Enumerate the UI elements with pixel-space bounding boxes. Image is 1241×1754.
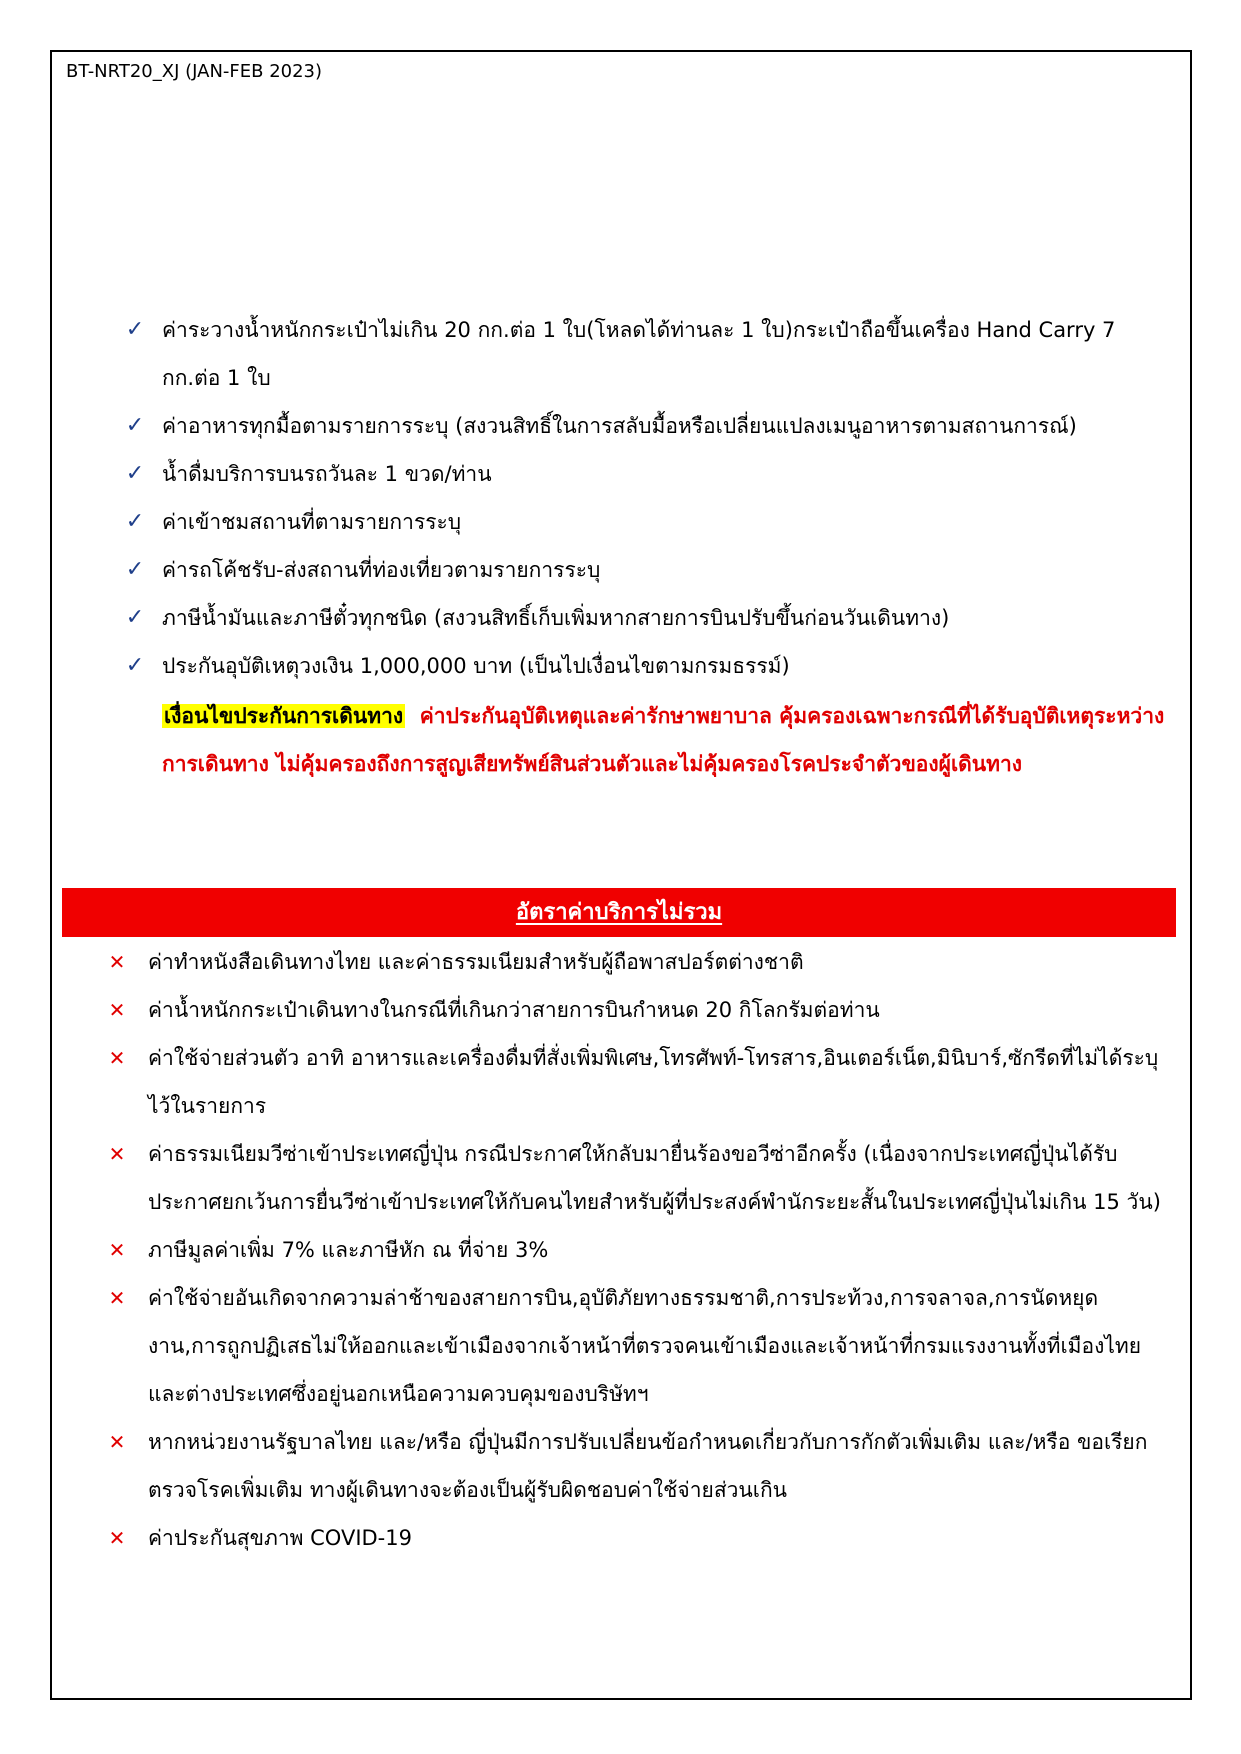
excluded-item-text: ค่าใช้จ่ายส่วนตัว อาทิ อาหารและเครื่องดื่มที่สั่งเพิ่มพิเศษ,โทรศัพท์-โทรสาร,อินเตอร์เน็ต,มินิบาร์,ซักรีดที่ไม่ได้ระบุไว้ในรายการ	[148, 1046, 1159, 1118]
check-icon: ✓	[125, 557, 145, 582]
check-icon: ✓	[125, 605, 145, 630]
excluded-item-text: ค่าใช้จ่ายอันเกิดจากความล่าช้าของสายการบิน,อุบัติภัยทางธรรมชาติ,การประท้วง,การจลาจล,การนัดหยุดงาน,การถูกปฏิเสธไม่ให้ออกและเข้าเมืองจากเจ้าหน้าที่ตรวจคนเข้าเมืองและเจ้าหน้าที่กรมแรงงานทั้งที่เมืองไทยและต่างประเทศซึ่งอยู่นอกเหนือความควบคุมของบริษัทฯ	[148, 1286, 1142, 1406]
insurance-note-text: ค่าประกันอุบัติเหตุและค่ารักษาพยาบาล คุ้มครองเฉพาะกรณีที่ได้รับอุบัติเหตุระหว่างการเดินทาง ไม่คุ้มครองถึงการสูญเสียทรัพย์สินส่วนตัวและไม่คุ้มครองโรคประจำตัวของผู้เดินทาง	[162, 704, 1165, 776]
included-item-text: น้ำดื่มบริการบนรถวันละ 1 ขวด/ท่าน	[162, 462, 492, 486]
included-item-text: ค่าเข้าชมสถานที่ตามรายการระบุ	[162, 510, 462, 534]
included-item	[118, 450, 1176, 498]
excluded-section-title: อัตราค่าบริการไม่รวม	[515, 900, 723, 925]
check-icon: ✓	[125, 413, 145, 438]
cross-icon: ✕	[108, 1142, 126, 1166]
excluded-item	[104, 938, 1174, 986]
cross-icon: ✕	[108, 1286, 126, 1310]
excluded-item-text: ค่าธรรมเนียมวีซ่าเข้าประเทศญี่ปุ่น กรณีประกาศให้กลับมายื่นร้องขอวีซ่าอีกครั้ง (เนื่องจากประเทศญี่ปุ่นได้รับประกาศยกเว้นการยื่นวีซ่าเข้าประเทศให้กับคนไทยสำหรับผู้ที่ประสงค์พำนักระยะสั้นในประเทศญี่ปุ่นไม่เกิน 15 วัน)	[148, 1142, 1161, 1214]
excluded-section-header	[62, 888, 1176, 937]
excluded-item	[104, 1418, 1174, 1514]
excluded-item	[104, 1226, 1174, 1274]
cross-icon: ✕	[108, 1430, 126, 1454]
included-list	[118, 306, 1176, 690]
excluded-item	[104, 1034, 1174, 1130]
insurance-note	[162, 692, 1178, 788]
included-item-text: ประกันอุบัติเหตุวงเงิน 1,000,000 บาท (เป็นไปเงื่อนไขตามกรมธรรม์)	[162, 654, 790, 678]
included-item	[118, 402, 1176, 450]
included-item	[118, 306, 1176, 402]
included-item-text: ค่าอาหารทุกมื้อตามรายการระบุ (สงวนสิทธิ์ในการสลับมื้อหรือเปลี่ยนแปลงเมนูอาหารตามสถานการณ์)	[162, 414, 1077, 438]
excluded-item-text: ค่าน้ำหนักกระเป๋าเดินทางในกรณีที่เกินกว่าสายการบินกำหนด 20 กิโลกรัมต่อท่าน	[148, 998, 880, 1022]
cross-icon: ✕	[108, 1526, 126, 1550]
included-item	[118, 546, 1176, 594]
cross-icon: ✕	[108, 950, 126, 974]
included-item-text: ภาษีน้ำมันและภาษีตั๋วทุกชนิด (สงวนสิทธิ์เก็บเพิ่มหากสายการบินปรับขึ้นก่อนวันเดินทาง)	[162, 606, 950, 630]
included-item	[118, 642, 1176, 690]
included-item	[118, 594, 1176, 642]
excluded-item-text: หากหน่วยงานรัฐบาลไทย และ/หรือ ญี่ปุ่นมีการปรับเปลี่ยนข้อกำหนดเกี่ยวกับการกักตัวเพิ่มเติม และ/หรือ ขอเรียกตรวจโรคเพิ่มเติม ทางผู้เดินทางจะต้องเป็นผู้รับผิดชอบค่าใช้จ่ายส่วนเกิน	[148, 1430, 1148, 1502]
excluded-list	[104, 938, 1174, 1562]
excluded-item	[104, 986, 1174, 1034]
included-item-text: ค่าระวางน้ำหนักกระเป๋าไม่เกิน 20 กก.ต่อ 1 ใบ(โหลดได้ท่านละ 1 ใบ)กระเป๋าถือขึ้นเครื่อง Hand Carry 7 กก.ต่อ 1 ใบ	[162, 318, 1116, 390]
excluded-item	[104, 1274, 1174, 1418]
cross-icon: ✕	[108, 1046, 126, 1070]
excluded-item	[104, 1130, 1174, 1226]
excluded-item-text: ภาษีมูลค่าเพิ่ม 7% และภาษีหัก ณ ที่จ่าย 3%	[148, 1238, 549, 1262]
cross-icon: ✕	[108, 1238, 126, 1262]
check-icon: ✓	[125, 317, 145, 342]
included-item-text: ค่ารถโค้ชรับ-ส่งสถานที่ท่องเที่ยวตามรายการระบุ	[162, 558, 601, 582]
check-icon: ✓	[125, 653, 145, 678]
excluded-item	[104, 1514, 1174, 1562]
excluded-item-text: ค่าทำหนังสือเดินทางไทย และค่าธรรมเนียมสำหรับผู้ถือพาสปอร์ตต่างชาติ	[148, 950, 804, 974]
cross-icon: ✕	[108, 998, 126, 1022]
included-item	[118, 498, 1176, 546]
insurance-note-label: เงื่อนไขประกันการเดินทาง	[164, 704, 404, 728]
excluded-item-text: ค่าประกันสุขภาพ COVID-19	[148, 1526, 412, 1550]
check-icon: ✓	[125, 461, 145, 486]
check-icon: ✓	[125, 509, 145, 534]
document-code: BT-NRT20_XJ (JAN-FEB 2023)	[66, 61, 323, 82]
